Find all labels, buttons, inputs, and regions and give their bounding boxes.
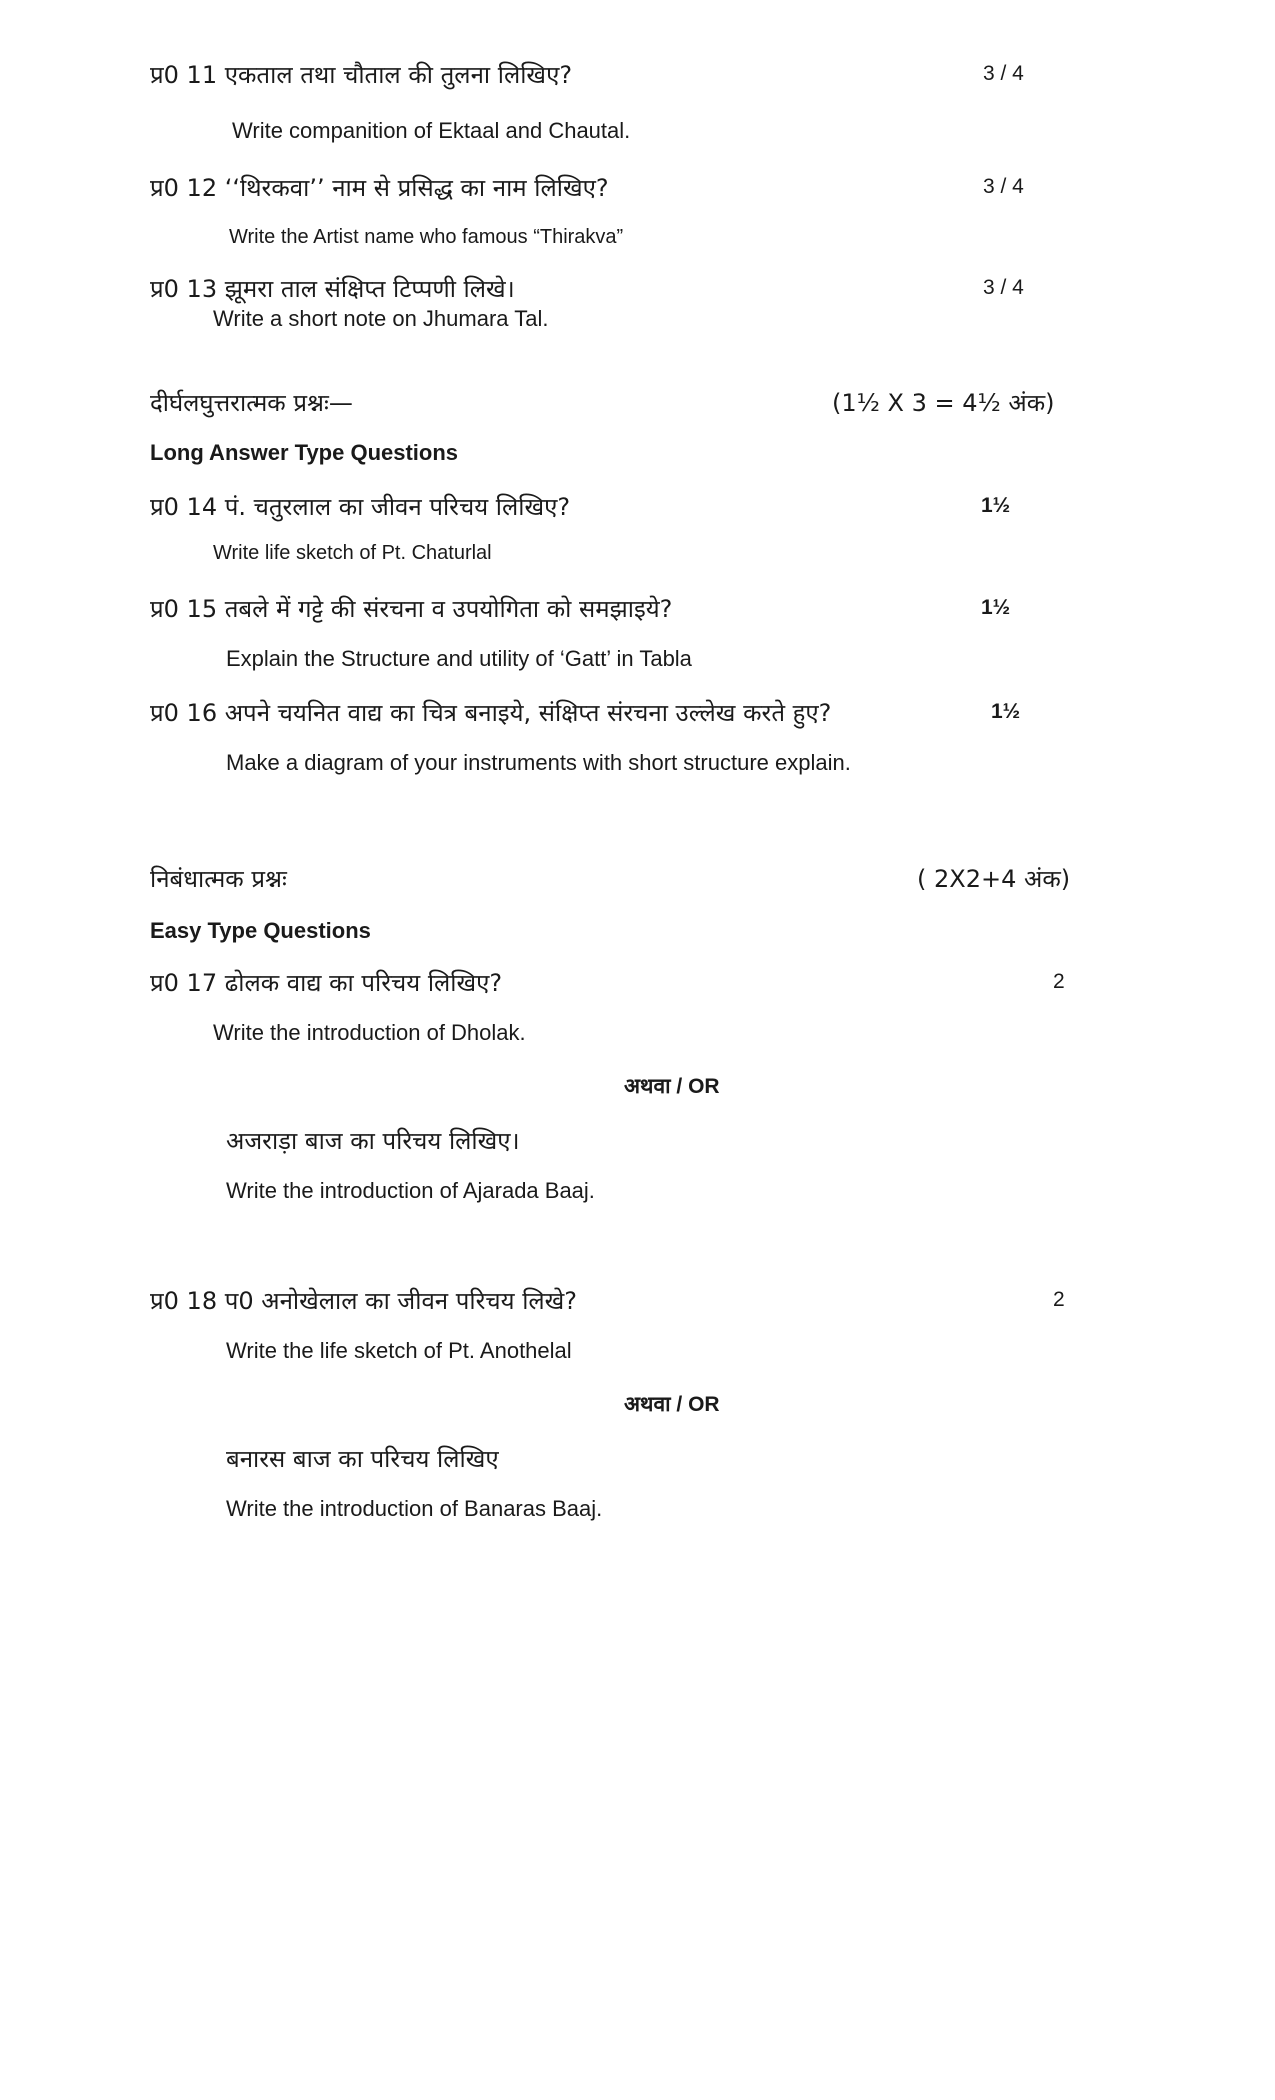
q17-marks: 2	[1053, 970, 1065, 993]
q17-hindi: प्र0 17 ढोलक वाद्य का परिचय लिखिए?	[150, 969, 503, 997]
q14-english: Write life sketch of Pt. Chaturlal	[213, 542, 492, 564]
q11-hindi: प्र0 11 एकताल तथा चौताल की तुलना लिखिए?	[150, 61, 573, 89]
q18-or-separator: अथवा / OR	[624, 1393, 720, 1416]
q15-english: Explain the Structure and utility of ‘Gatt’ in Tabla	[226, 646, 692, 671]
q16-marks: 1½	[991, 700, 1021, 723]
q18-english: Write the life sketch of Pt. Anothelal	[226, 1338, 572, 1363]
q18-marks: 2	[1053, 1288, 1065, 1311]
section-essay-english-heading: Easy Type Questions	[150, 918, 371, 943]
q13-english: Write a short note on Jhumara Tal.	[213, 306, 549, 331]
section-long-marks: (1½ X 3 = 4½ अंक)	[832, 389, 1055, 417]
q18-hindi: प्र0 18 प0 अनोखेलाल का जीवन परिचय लिखे?	[150, 1287, 578, 1315]
q16-hindi: प्र0 16 अपने चयनित वाद्य का चित्र बनाइये, संक्षिप्त संरचना उल्लेख करते हुए?	[150, 699, 832, 727]
q12-marks: 3 / 4	[983, 175, 1024, 198]
q16-english: Make a diagram of your instruments with short structure explain.	[226, 750, 851, 775]
q12-hindi: प्र0 12 ‘‘थिरकवा’’ नाम से प्रसिद्ध का नाम लिखिए?	[150, 174, 609, 202]
q14-marks: 1½	[981, 494, 1011, 517]
q15-hindi: प्र0 15 तबले में गट्टे की संरचना व उपयोगिता को समझाइये?	[150, 595, 673, 623]
q11-marks: 3 / 4	[983, 62, 1024, 85]
section-essay-marks: ( 2X2+4 अंक)	[917, 865, 1071, 893]
q18-alternative-english: Write the introduction of Banaras Baaj.	[226, 1496, 603, 1521]
section-long-hindi-heading: दीर्घलघुत्तरात्मक प्रश्नः—	[150, 389, 353, 417]
q15-marks: 1½	[981, 596, 1011, 619]
q17-or-separator: अथवा / OR	[624, 1075, 720, 1098]
q11-english: Write companition of Ektaal and Chautal.	[232, 118, 631, 143]
q13-hindi: प्र0 13 झूमरा ताल संक्षिप्त टिप्पणी लिखे।	[150, 275, 515, 303]
q17-alternative-hindi: अजराड़ा बाज का परिचय लिखिए।	[226, 1127, 520, 1155]
q14-hindi: प्र0 14 पं. चतुरलाल का जीवन परिचय लिखिए?	[150, 493, 571, 521]
q12-english: Write the Artist name who famous “Thirakva”	[229, 226, 624, 248]
q18-alternative-hindi: बनारस बाज का परिचय लिखिए	[226, 1445, 499, 1473]
q17-alternative-english: Write the introduction of Ajarada Baaj.	[226, 1178, 595, 1203]
section-essay-hindi-heading: निबंधात्मक प्रश्नः	[150, 865, 287, 893]
q13-marks: 3 / 4	[983, 276, 1024, 299]
q17-english: Write the introduction of Dholak.	[213, 1020, 526, 1045]
section-long-english-heading: Long Answer Type Questions	[150, 440, 459, 465]
